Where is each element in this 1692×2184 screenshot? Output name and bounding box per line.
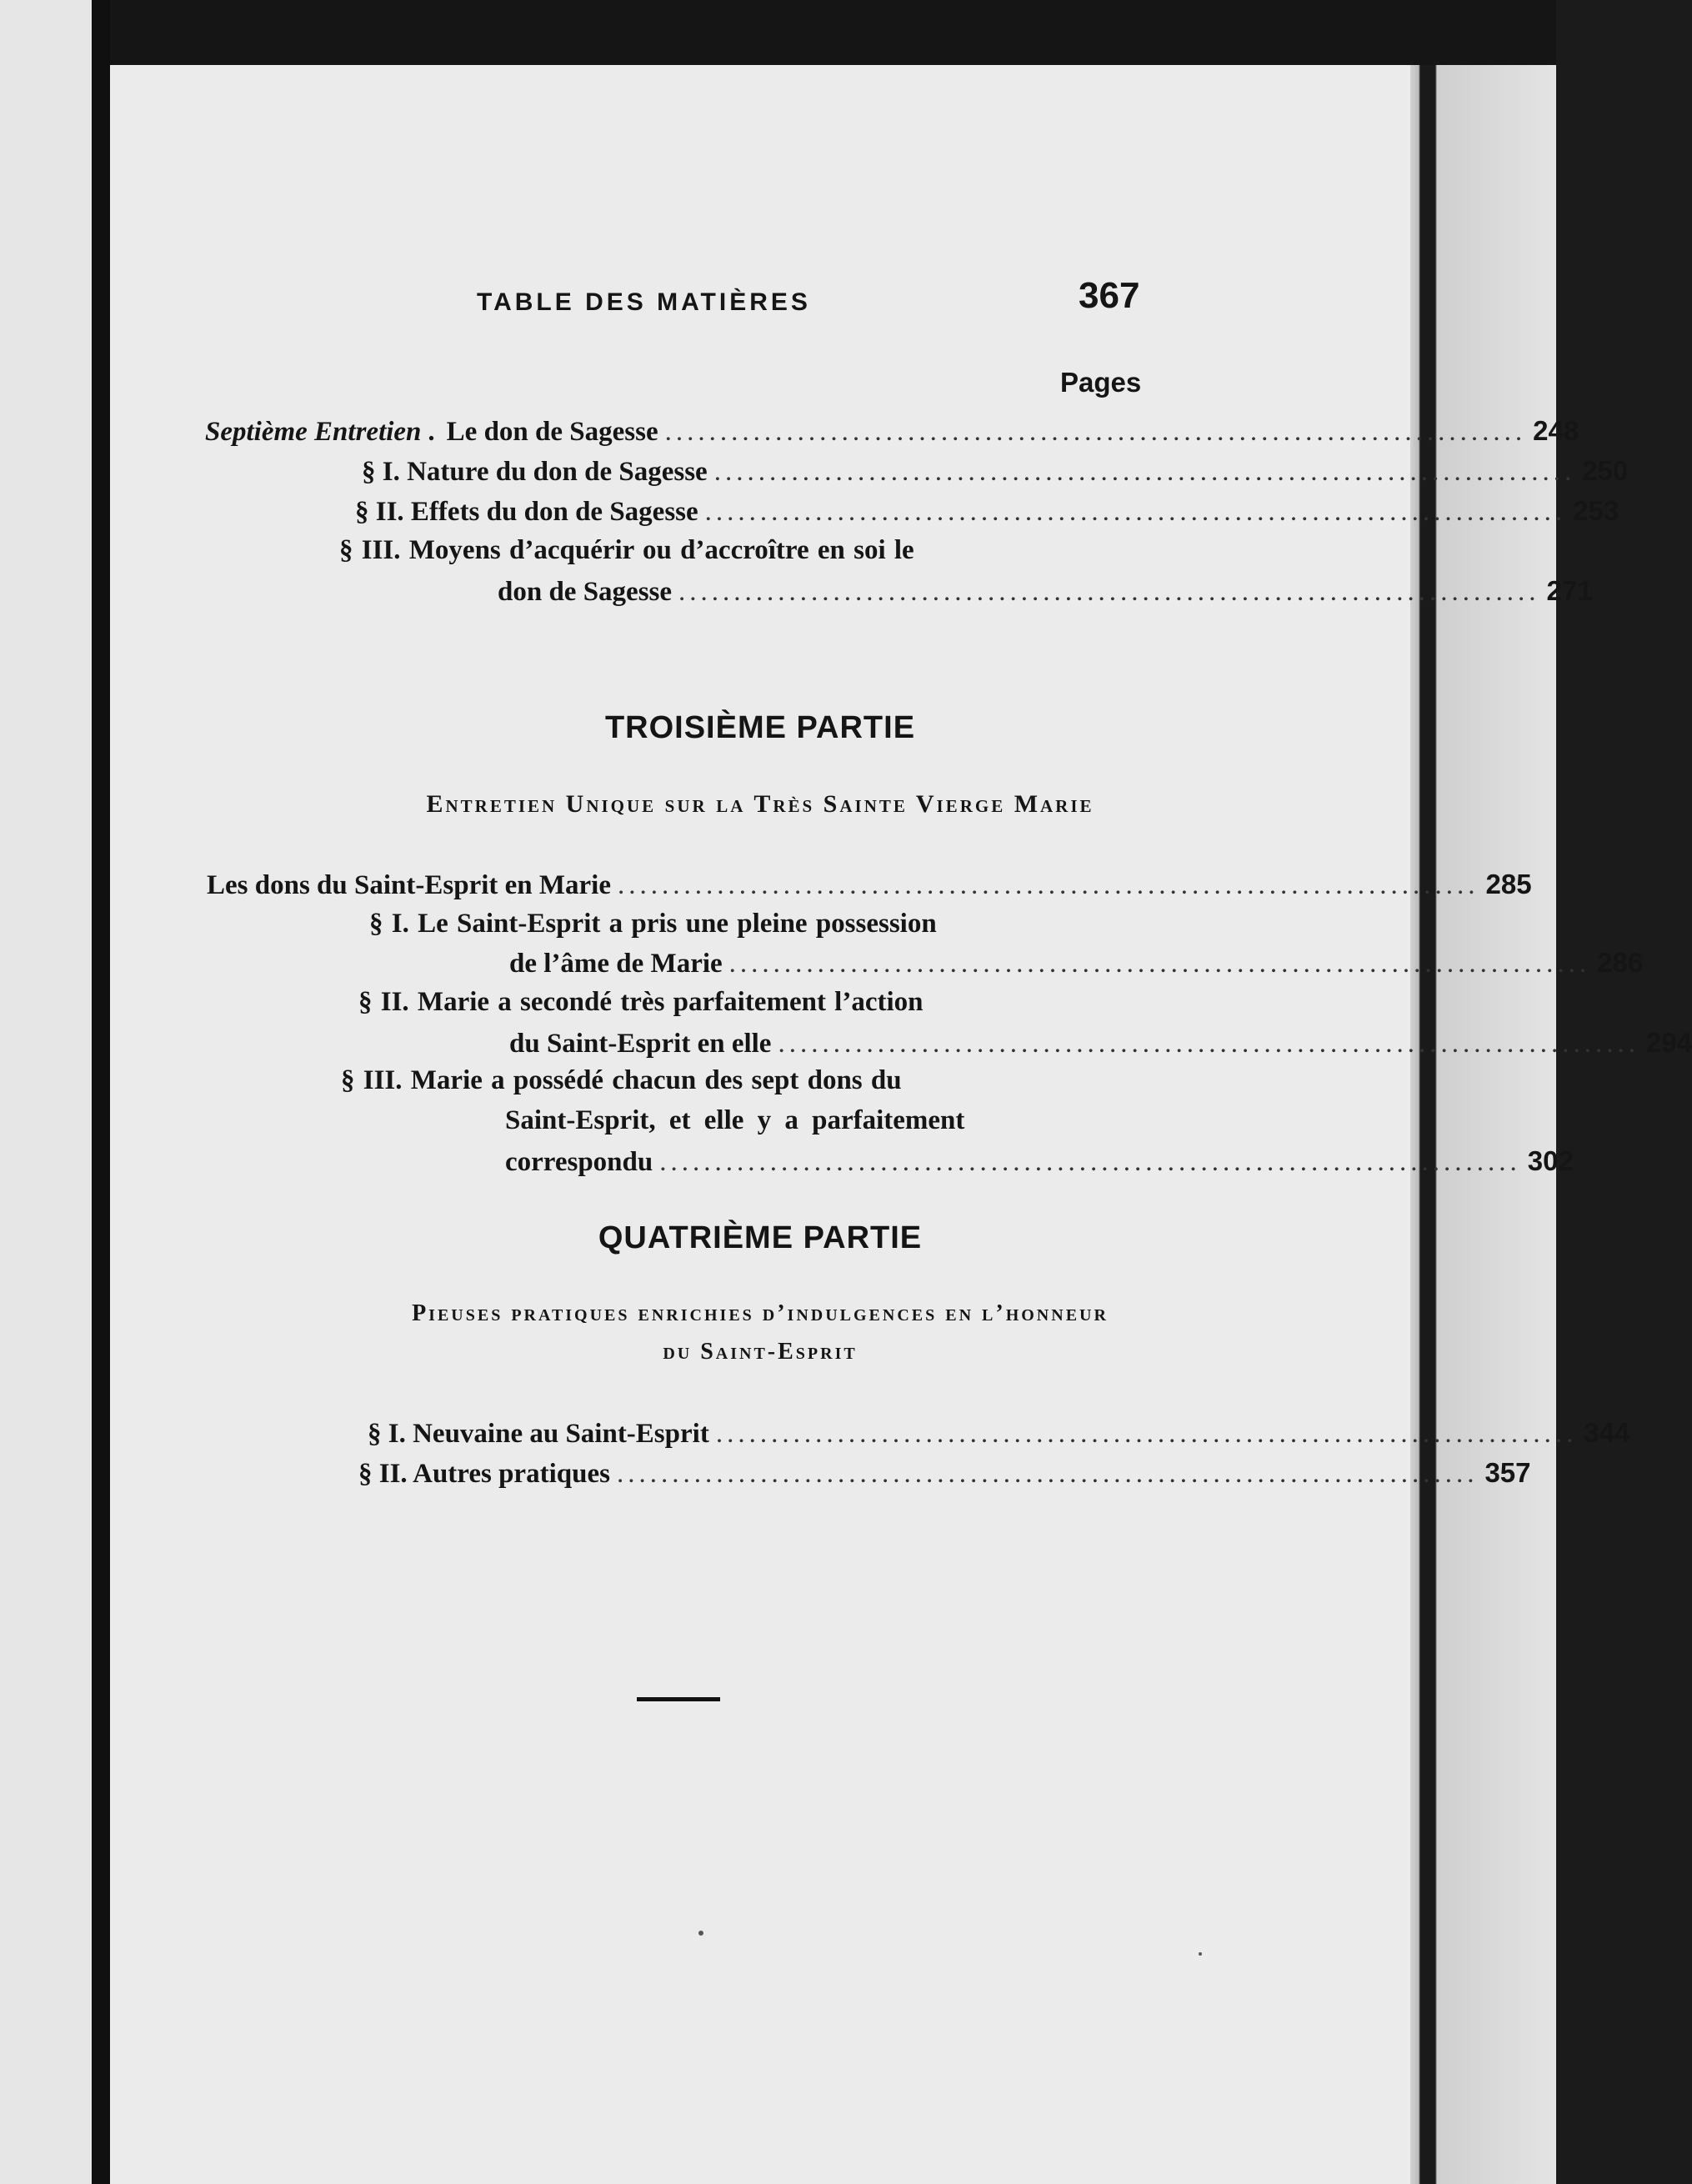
part-title: TROISIÈME PARTIE <box>604 710 916 745</box>
part-title: QUATRIÈME PARTIE <box>598 1220 923 1255</box>
entry-page: 344 <box>1584 1417 1630 1448</box>
entry-text: de l’âme de Marie <box>509 949 723 979</box>
entry-page: 248 <box>1533 415 1579 446</box>
entry-text: don de Sagesse <box>498 577 673 607</box>
toc-entry <box>505 1145 1574 1182</box>
toc-entry <box>207 869 1532 905</box>
part-subtitle: Pieuses pratiques enrichies d’indulgences en l’honneur <box>412 1300 1109 1326</box>
book-spine-shadow <box>92 0 110 2184</box>
toc-entry <box>355 495 1619 532</box>
entry-text-line: Saint-Esprit, et elle y a parfaitement <box>505 1105 965 1135</box>
end-rule <box>637 1697 720 1701</box>
entry-text-line: § I. Le Saint-Esprit a pris une pleine possession <box>369 909 937 939</box>
part-subtitle: du Saint-Esprit <box>663 1339 858 1365</box>
entry-page: 253 <box>1573 495 1619 526</box>
toc-entry <box>358 1457 1531 1494</box>
entry-lead: Septième Entretien <box>205 417 422 447</box>
entry-page: 302 <box>1527 1145 1574 1176</box>
entry-page: 271 <box>1546 575 1593 606</box>
toc-entry <box>205 415 1579 452</box>
scan-top-band <box>110 0 1556 65</box>
book-page <box>110 65 1692 2184</box>
entry-text-line: § III. Moyens d’acquérir ou d’accroître en soi le <box>339 535 914 565</box>
leader-dots: .............................................................................. <box>617 870 1479 900</box>
entry-text: § II. Autres pratiques <box>358 1459 610 1489</box>
leader-dots: .............................................................................. <box>715 1419 1578 1449</box>
leader-dots: .............................................................................. <box>778 1029 1639 1059</box>
toc-entry <box>498 575 1593 612</box>
leader-dots: .............................................................................. <box>616 1459 1479 1489</box>
entry-text: § I. Nature du don de Sagesse <box>362 457 708 487</box>
entry-page: 294 <box>1645 1027 1692 1058</box>
entry-page: 286 <box>1597 947 1644 978</box>
scan-speck <box>1199 1952 1202 1956</box>
running-header-title: TABLE DES MATIÈRES <box>477 288 811 316</box>
entry-text-line: § III. Marie a possédé chacun des sept dons du <box>341 1065 902 1095</box>
leader-dots: .............................................................................. <box>664 417 1527 447</box>
leader-dots: .............................................................................. <box>659 1147 1521 1177</box>
entry-text: du Saint-Esprit en elle <box>509 1029 772 1059</box>
toc-entry <box>362 455 1629 492</box>
entry-text: § I. Neuvaine au Saint-Esprit <box>368 1419 709 1449</box>
leader-dots: .............................................................................. <box>678 577 1540 607</box>
table-of-contents <box>110 65 1692 2184</box>
toc-entry <box>509 947 1644 984</box>
entry-lead-separator: . <box>428 417 435 447</box>
page-number: 367 <box>1079 275 1140 316</box>
leader-dots: .............................................................................. <box>728 949 1591 979</box>
entry-page: 357 <box>1484 1457 1531 1488</box>
entry-text: correspondu <box>505 1147 653 1177</box>
leader-dots: .............................................................................. <box>713 457 1576 487</box>
page-edge <box>1410 65 1556 2184</box>
entry-text: Les dons du Saint-Esprit en Marie <box>207 870 611 900</box>
entry-text-line: § II. Marie a secondé très parfaitement l’action <box>358 987 924 1017</box>
entry-page: 250 <box>1582 455 1629 486</box>
entry-text: § II. Effets du don de Sagesse <box>355 497 698 527</box>
toc-entry <box>509 1027 1692 1064</box>
entry-text: Le don de Sagesse <box>446 417 658 447</box>
part-subtitle: Entretien Unique sur la Très Sainte Vierge Marie <box>426 790 1094 818</box>
scan-left-margin <box>0 0 92 2184</box>
pages-column-label: Pages <box>1060 367 1142 398</box>
toc-entry <box>368 1417 1630 1454</box>
scan-speck <box>698 1931 703 1936</box>
leader-dots: .............................................................................. <box>704 497 1567 527</box>
entry-page: 285 <box>1485 869 1532 899</box>
